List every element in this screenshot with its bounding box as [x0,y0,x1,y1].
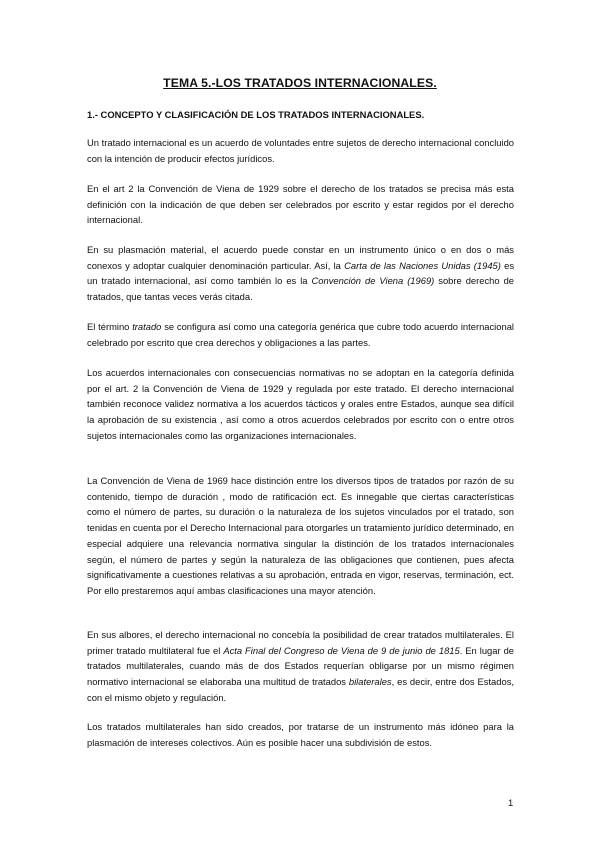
paragraph-acuerdos-normativos: Los acuerdos internacionales con consecuencias normativas no se adoptan en la categoría definida por el art. 2 la Convención de Viena de 1929 y regulada por este tratado. El derecho internacional también reconoce validez normativa a los acuerdos tácticos y orales entre Estados, aunque sea difícil la aprobación de su existencia , así como a otros acuerdos celebrados por escrito con o entre otros sujetos internacionales como las organizaciones internacionales. [87,367,514,441]
paragraph-definition: Un tratado internacional es un acuerdo de voluntades entre sujetos de derecho internacional concluido con la intención de producir efectos jurídicos. [87,137,514,164]
paragraph-clasificacion: La Convención de Viena de 1969 hace distinción entre los diversos tipos de tratados por razón de su contenido, tiempo de duración , modo de ratificación ect. Es innegable que ciertas características como el número de partes, su duración o la naturaleza de los sujetos vinculados por el tratado, son tenidas en cuenta por el Derecho Internacional para otorgarles un tratamiento jurídico determinado, en especial adquiere una relevancia normativa singular la distinción de los tratados internacionales según, el número de partes y según la naturaleza de las obligaciones que contienen, pues afecta significativamente a cuestiones relativas a su aprobación, entrada en vigor, reservas, terminación, ect. Por ello prestaremos aquí ambas clasificaciones una mayor atención. [87,475,514,596]
page-title: TEMA 5.-LOS TRATADOS INTERNACIONALES. [163,76,437,90]
paragraph-multilaterales-origen: En sus albores, el derecho internacional no concebía la posibilidad de crear tratados multilaterales. El primer tratado multilateral fue el Acta Final del Congreso de Viena de 9 de junio de 1815. En lugar de tratados multilaterales, cuando más de dos Estados requerían obligarse por un mismo régimen normativo internacional se elaboraba una multitud de tratados bilaterales, es decir, entre dos Estados, con el mismo objeto y regulación. [87,629,514,703]
paragraph-intereses-colectivos: Los tratados multilaterales han sido creados, por tratarse de un instrumento más idóneo para la plasmación de intereses colectivos. Aún es posible hacer una subdivisión de estos. [87,721,514,748]
paragraph-viena-1929: En el art 2 la Convención de Viena de 1929 sobre el derecho de los tratados se precisa más esta definición con la indicación de que deben ser celebrados por escrito y estar regidos por el derecho internacional. [87,183,514,226]
page-number: 1 [508,797,514,808]
section-heading: 1.- CONCEPTO Y CLASIFICACIÓN DE LOS TRATADOS INTERNACIONALES. [87,109,425,120]
paragraph-plasmacion: En su plasmación material, el acuerdo puede constar en un instrumento único o en dos o más conexos y adoptar cualquier denominación particular. Así, la Carta de las Naciones Unidas (1945) es un tratado internacional, así como también lo es la Convención de Viena (1969) sobre derecho de tratados, que tantas veces verás citada. [87,244,515,303]
paragraph-termino-tratado: El término tratado se configura así como una categoría genérica que cubre todo acuerdo internacional celebrado por escrito que crea derechos y obligaciones a las partes. [87,321,514,348]
